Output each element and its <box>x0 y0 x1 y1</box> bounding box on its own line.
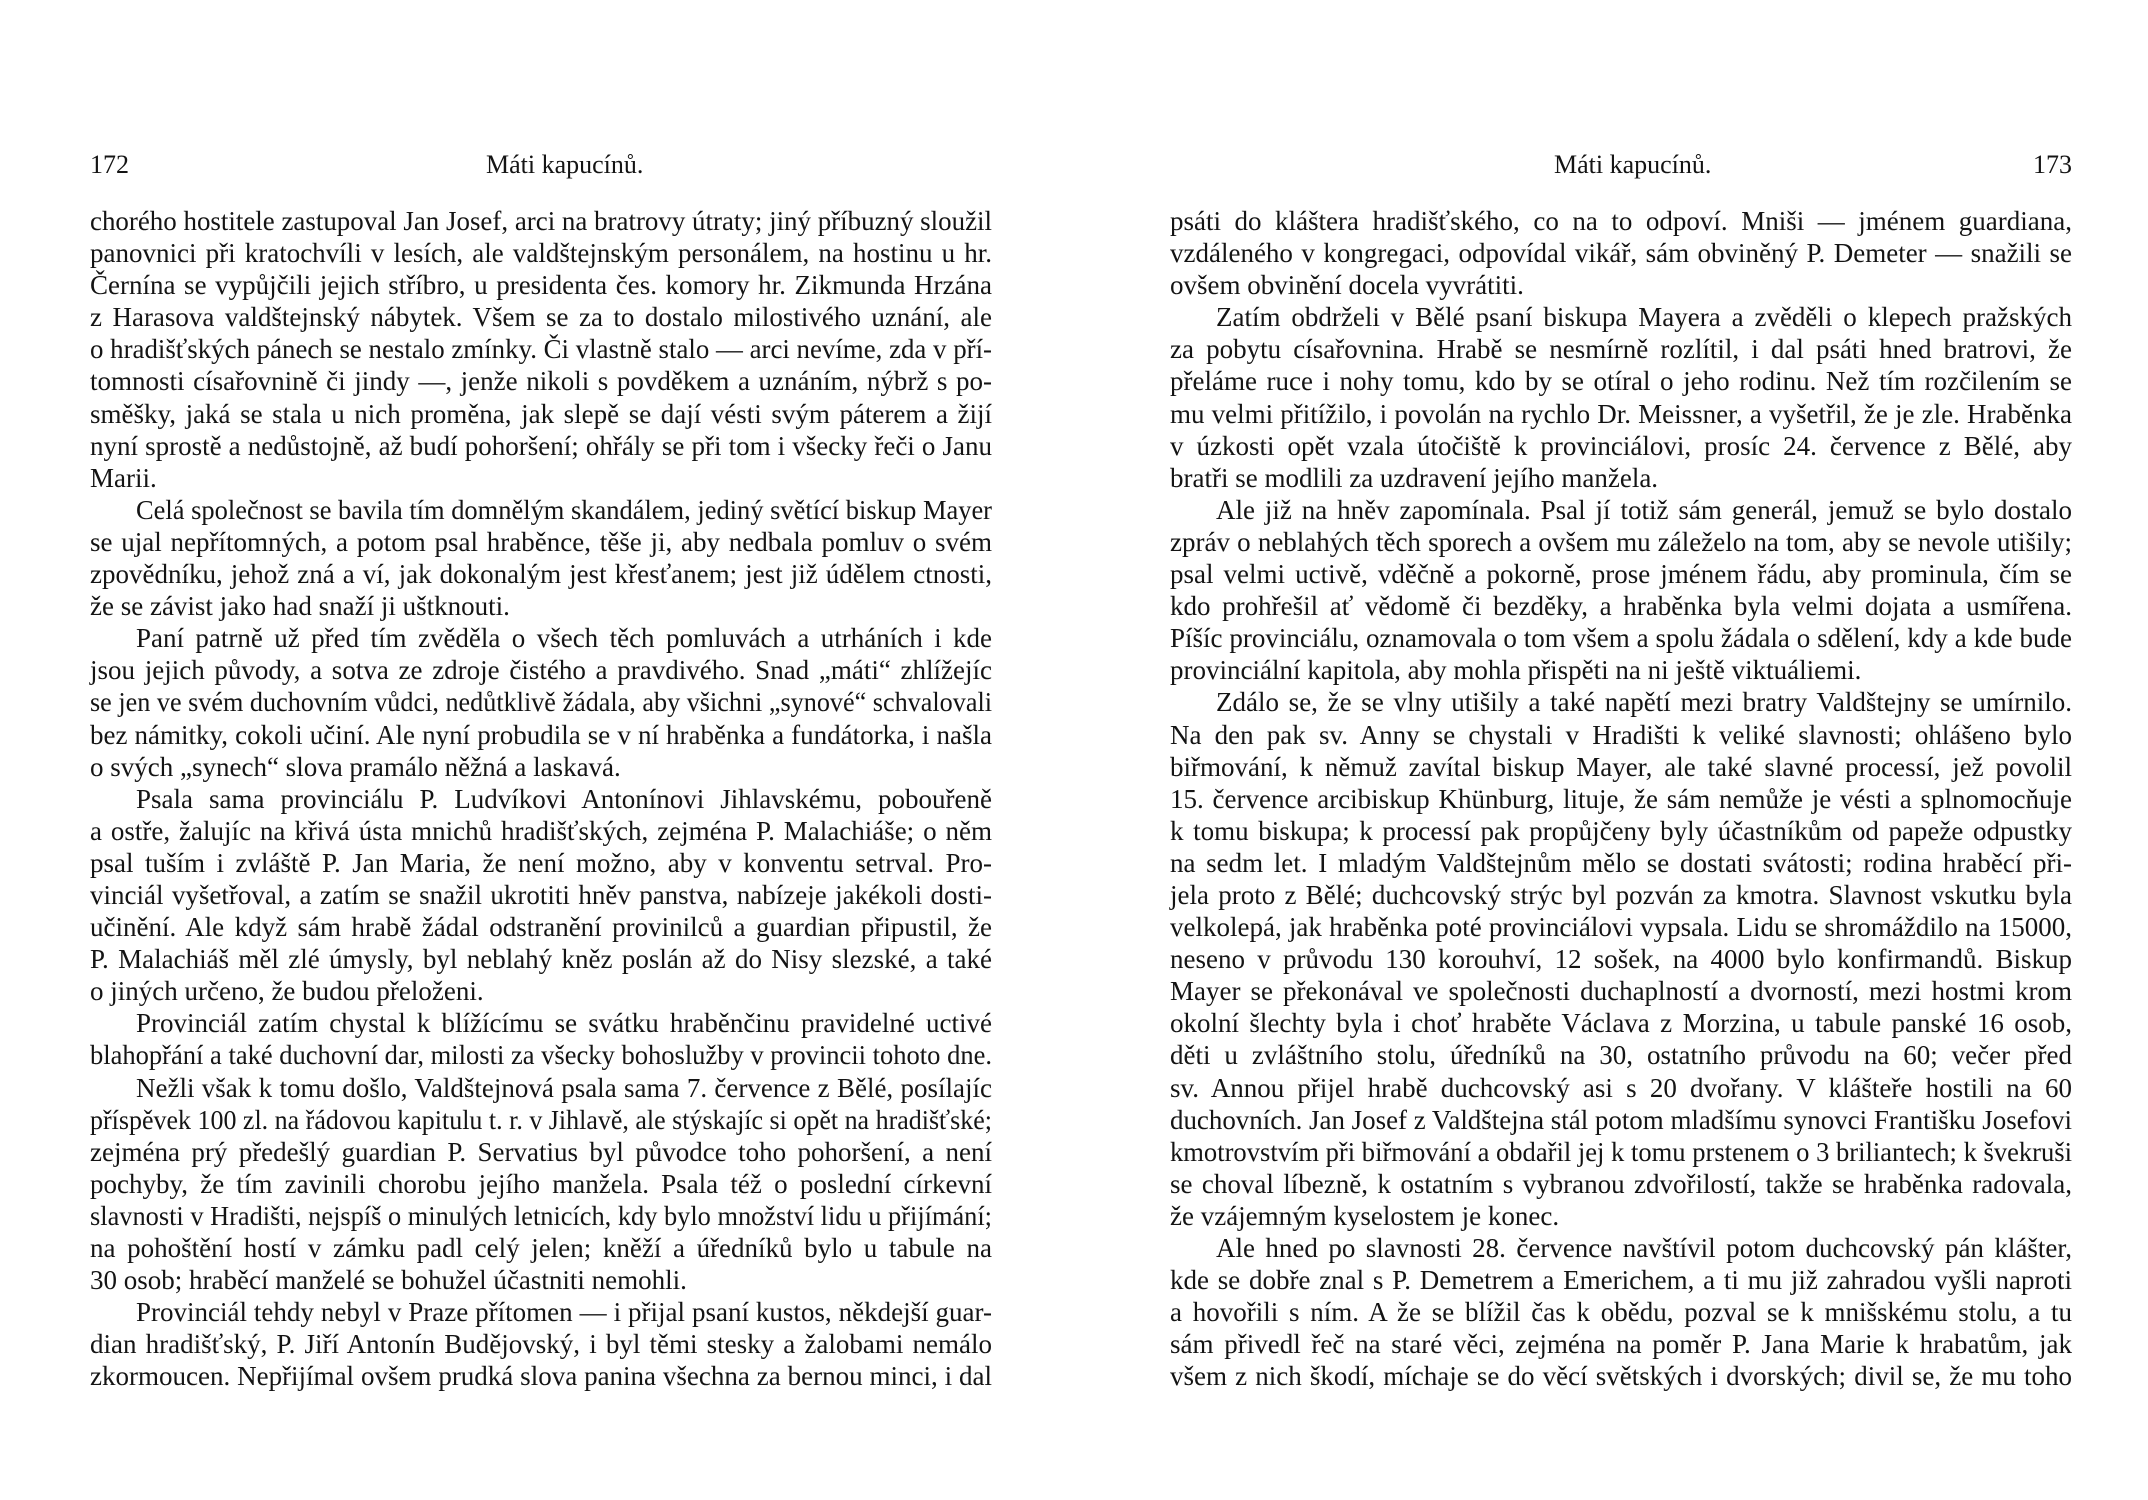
text-line-content: přeláme ruce i nohy tomu, kdo by se otíral o jeho rodinu. Než tím rozčilením se <box>1170 366 2072 397</box>
text-line-content: Mayer se překonával ve společnosti duchaplností a dvorností, mezi hostmi krom <box>1170 976 2072 1007</box>
text-line-content: biřmování, k němuž zavítal biskup Mayer, ale také slavné processí, jež povolil <box>1170 751 2072 782</box>
text-line-content: sv. Annou přijel hrabě duchcovský asi s 20 dvořany. V klášteře hostili na 60 <box>1170 1072 2072 1103</box>
paragraph <box>1170 494 2072 687</box>
left-page <box>90 0 992 1500</box>
text-line-content: Zatím obdrželi v Bělé psaní biskupa Mayera a zvěděli o klepech pražských <box>1216 302 2072 333</box>
text-line-content: a ostře, žalujíc na křivá ústa mnichů hradišťských, zejména P. Malachiáše; o něm <box>90 815 992 846</box>
text-line <box>1170 1104 2072 1136</box>
text-line-content: psáti do kláštera hradišťského, co na to odpoví. Mniši — jménem guardiana, <box>1170 206 2072 236</box>
text-line-content: Ale hned po slavnosti 28. července navštívil potom duchcovský pán klášter, <box>1216 1233 2072 1263</box>
text-line-content: a hovořili s ním. A že se blížil čas k obědu, pozval se k mnišskému stolu, a tu <box>1170 1297 2072 1328</box>
paragraph <box>1170 301 2072 494</box>
right-page <box>1170 0 2072 1500</box>
text-line <box>1170 1072 2072 1104</box>
text-line-content: psal tuším i zvláště P. Jan Maria, že není možno, aby v konventu setrval. Pro- <box>90 847 992 878</box>
text-line <box>90 1168 992 1200</box>
text-line-content: jela proto z Bělé; duchcovský strýc byl pozván za kmotra. Slavnost vskutku byla <box>1170 879 2072 910</box>
text-line <box>1170 943 2072 975</box>
text-line <box>1170 975 2072 1007</box>
text-line <box>90 686 992 718</box>
text-line <box>90 237 992 269</box>
text-line <box>90 1264 992 1296</box>
text-line-content: za pobytu císařovnina. Hrabě se nesmírně rozlítil, i dal psáti hned bratrovi, že <box>1170 334 2072 365</box>
text-line <box>90 911 992 943</box>
page-header <box>90 148 992 182</box>
text-line-content: jsou jejich původy, a sotva ze zdroje čistého a pravdivého. Snad „máti“ zhlížejíc <box>90 655 992 686</box>
paragraph <box>90 494 992 622</box>
text-line <box>1170 1232 2072 1264</box>
text-line <box>1170 847 2072 879</box>
text-line <box>1170 558 2072 590</box>
text-line-content: chorého hostitele zastupoval Jan Josef, arci na bratrovy útraty; jiný příbuzný sloužil <box>90 206 992 236</box>
page-number: 173 <box>2033 150 2072 179</box>
text-line <box>1170 622 2072 654</box>
text-line <box>90 526 992 558</box>
page-header <box>1170 148 2072 182</box>
text-line-content: zpovědníku, jehož zná a ví, jak dokonalým jest křesťanem; jest již údělem ctnosti, <box>90 559 992 590</box>
page-number: 172 <box>90 150 129 179</box>
text-line-content: Provinciál zatím chystal k blížícímu se svátku hraběnčinu pravidelné uctivé <box>136 1008 992 1039</box>
running-head: Máti kapucínů. <box>486 150 644 179</box>
text-line <box>90 815 992 847</box>
text-line <box>90 751 992 783</box>
text-line <box>1170 398 2072 430</box>
text-line-content: o hradišťských pánech se nestalo zmínky. Či vlastně stalo — arci nevíme, zda v pří- <box>90 334 992 365</box>
text-line <box>90 1104 992 1136</box>
text-line <box>90 398 992 430</box>
text-line <box>90 590 992 622</box>
text-line-content: mu velmi přitížilo, i povolán na rychlo Dr. Meissner, a vyšetřil, že je zle. Hraběnka <box>1170 398 2072 429</box>
text-line-content: příspěvek 100 zl. na řádovou kapitulu t. r. v Jihlavě, ale stýskajíc si opět na hradišťské; <box>90 1104 992 1135</box>
text-line-content: že vzájemným kyselostem je konec. <box>1170 1200 1560 1231</box>
text-line <box>1170 1264 2072 1296</box>
text-line-content: bez námitky, cokoli učiní. Ale nyní probudila se v ní hraběnka a fundátorka, i našla <box>90 719 992 750</box>
running-head: Máti kapucínů. <box>1554 150 1712 179</box>
text-line <box>1170 1136 2072 1168</box>
text-line-content: tomnosti císařovnině či jindy —, jenže nikoli s povděkem a uznáním, nýbrž s po- <box>90 366 992 397</box>
text-line <box>90 301 992 333</box>
text-line <box>1170 1200 2072 1232</box>
paragraph <box>90 1072 992 1297</box>
text-line <box>90 1200 992 1232</box>
text-line-content: Černína se vypůjčili jejich stříbro, u presidenta čes. komory hr. Zikmunda Hrzána <box>90 270 992 301</box>
text-line <box>90 1136 992 1168</box>
text-line-content: Provinciál tehdy nebyl v Praze přítomen — i přijal psaní kustos, někdejší guar- <box>136 1297 992 1328</box>
text-line-content: okolní šlechty byla i choť hraběte Václava z Morzina, u tabule panské 16 osob, <box>1170 1008 2072 1039</box>
text-line-content: provinciální kapitola, aby mohla přispěti na ni ještě viktuáliemi. <box>1170 655 1862 686</box>
text-line-content: Paní patrně už před tím zvěděla o všech těch pomluvách a utrháních i kde <box>136 623 992 654</box>
text-line <box>90 494 992 526</box>
text-line <box>1170 269 2072 301</box>
text-line <box>1170 911 2072 943</box>
text-line-content: na sedm let. I mladým Valdštejnům mělo se dostati svátosti; rodina hraběcí při- <box>1170 847 2072 878</box>
text-line-content: učinění. Ale když sám hrabě žádal odstranění provinilců a guardian připustil, že <box>90 912 992 943</box>
text-line-content: zkormoucen. Nepřijímal ovšem prudká slova panina všechna za bernou minci, i dal <box>90 1361 992 1392</box>
text-line-content: všem z nich škodí, míchaje se do věcí světských i dvorských; divil se, že mu toho <box>1170 1361 2072 1392</box>
text-line-content: panovnici při kratochvíli v lesích, ale valdštejnským personálem, na hostinu u hr. <box>90 238 992 269</box>
text-line-content: Marii. <box>90 462 157 493</box>
text-line <box>90 975 992 1007</box>
text-line-content: dian hradišťský, P. Jiří Antonín Budějovský, i byl těmi stesky a žalobami nemálo <box>90 1329 992 1360</box>
text-line-content: kde se dobře znal s P. Demetrem a Emerichem, a ti mu již zahradou vyšli naproti <box>1170 1265 2072 1296</box>
text-line-content: Zdálo se, že se vlny utišily a také napětí mezi bratry Valdštejny se umírnilo. <box>1216 687 2072 718</box>
text-line-content: 15. července arcibiskup Khünburg, lituje, že sám nemůže je vésti a splnomocňuje <box>1170 783 2072 814</box>
text-line-content: pochyby, že tím zavinili chorobu jejího manžela. Psala též o poslední církevní <box>90 1168 992 1199</box>
text-line-content: směšky, jaká se stala u nich proměna, jak slepě se dají vésti svým páterem a žijí <box>90 398 992 429</box>
text-line-content: o svých „synech“ slova pramálo něžná a laskavá. <box>90 751 621 782</box>
text-line-content: Celá společnost se bavila tím domnělým skandálem, jediný světící biskup Mayer <box>136 494 992 525</box>
paragraph <box>90 1007 992 1071</box>
text-line <box>1170 1328 2072 1360</box>
paragraph <box>1170 686 2072 1232</box>
text-line <box>1170 237 2072 269</box>
text-line <box>1170 301 2072 333</box>
text-line <box>1170 751 2072 783</box>
text-line <box>90 1007 992 1039</box>
text-line-content: kmotrovstvím při biřmování a obdařil jej k tomu prstenem o 3 briliantech; k švekruši <box>1170 1136 2072 1167</box>
text-line-content: že se závist jako had snaží ji uštknouti. <box>90 591 510 622</box>
text-line-content: děti u zvláštního stolu, úředníků na 30, ostatního průvodu na 60; večer před <box>1170 1040 2072 1071</box>
text-line-content: ovšem obvinění docela vyvrátiti. <box>1170 270 1524 301</box>
page-body <box>1170 205 2072 1392</box>
text-line <box>90 205 992 237</box>
text-line-content: nyní sprostě a nedůstojně, až budí pohoršení; ohřály se při tom i všecky řeči o Janu <box>90 430 992 461</box>
text-line <box>1170 365 2072 397</box>
text-line <box>90 654 992 686</box>
text-line <box>1170 654 2072 686</box>
text-line <box>90 1328 992 1360</box>
text-line-content: velkolepá, jak hraběnka poté provinciálovi vypsala. Lidu se shromáždilo na 15000, <box>1170 912 2072 943</box>
text-line <box>90 719 992 751</box>
text-line-content: Píšíc provinciálu, oznamovala o tom všem a spolu žádala o sdělení, kdy a kde bude <box>1170 623 2072 654</box>
text-line <box>90 1360 992 1392</box>
text-line-content: kdo prohřešil ať vědomě či bezděky, a hraběnka byla velmi dojata a usmířena. <box>1170 591 2072 622</box>
paragraph <box>90 205 992 494</box>
text-line <box>90 1039 992 1071</box>
text-line-content: k tomu biskupa; k processí pak propůjčeny byly účastníkům od papeže odpustky <box>1170 815 2072 846</box>
text-line-content: o jiných určeno, že budou přeloženi. <box>90 976 484 1007</box>
text-line <box>90 1296 992 1328</box>
text-line <box>1170 1007 2072 1039</box>
text-line-content: sám přivedl řeč na staré věci, zejména na poměr P. Jana Marie k hrabatům, jak <box>1170 1329 2072 1360</box>
text-line-content: se choval líbezně, k ostatním s vybranou zdvořilostí, takže se hraběnka radovala, <box>1170 1168 2072 1199</box>
text-line <box>1170 205 2072 237</box>
text-line-content: slavnosti v Hradišti, nejspíš o minulých letnicích, kdy bylo množství lidu u přijímání; <box>90 1200 992 1231</box>
text-line-content: Na den pak sv. Anny se chystali v Hradišti k veliké slavnosti; ohlášeno bylo <box>1170 719 2072 750</box>
text-line <box>90 365 992 397</box>
text-line <box>1170 462 2072 494</box>
text-line-content: z Harasova valdštejnský nábytek. Všem se za to dostalo milostivého uznání, ale <box>90 302 992 333</box>
text-line-content: vzdáleného v kongregaci, odpovídal vikář, sám obviněný P. Demeter — snažili se <box>1170 238 2072 269</box>
text-line <box>90 333 992 365</box>
page-body <box>90 205 992 1392</box>
text-line <box>1170 1168 2072 1200</box>
paragraph <box>1170 205 2072 301</box>
text-line <box>90 847 992 879</box>
paragraph <box>90 622 992 782</box>
text-line <box>1170 430 2072 462</box>
text-line <box>1170 333 2072 365</box>
text-line-content: se ujal nepřítomných, a potom psal hraběnce, těše ji, aby nedbala pomluv o svém <box>90 526 992 557</box>
text-line <box>90 462 992 494</box>
paragraph <box>1170 1232 2072 1392</box>
text-line <box>1170 1296 2072 1328</box>
text-line-content: duchovních. Jan Josef z Valdštejna stál potom mladšímu synovci Františku Josefovi <box>1170 1104 2072 1135</box>
paragraph <box>90 783 992 1008</box>
text-line-content: P. Malachiáš měl zlé úmysly, byl neblahý kněz poslán až do Nisy slezské, a také <box>90 944 992 975</box>
text-line-content: Nežli však k tomu došlo, Valdštejnová psala sama 7. července z Bělé, posílajíc <box>136 1072 992 1103</box>
text-line-content: na pohoštění hostí v zámku padl celý jelen; kněží a úředníků bylo u tabule na <box>90 1233 992 1263</box>
text-line-content: Psala sama provinciálu P. Ludvíkovi Antonínovi Jihlavskému, pobouřeně <box>136 783 992 814</box>
paragraph <box>90 1296 992 1392</box>
text-line <box>90 430 992 462</box>
text-line <box>1170 686 2072 718</box>
text-line-content: blahopřání a také duchovní dar, milosti za všecky bohoslužby v provincii tohoto dne. <box>90 1040 992 1071</box>
text-line <box>90 1072 992 1104</box>
text-line <box>90 622 992 654</box>
text-line <box>90 558 992 590</box>
text-line <box>1170 879 2072 911</box>
text-line <box>90 879 992 911</box>
text-line <box>1170 1360 2072 1392</box>
text-line-content: zpráv o neblahých těch sporech a ovšem mu záleželo na tom, aby se nevole utišily; <box>1170 526 2072 557</box>
text-line-content: psal velmi uctivě, vděčně a pokorně, prose jménem řádu, aby prominula, čím se <box>1170 559 2072 590</box>
text-line <box>1170 815 2072 847</box>
text-line-content: se jen ve svém duchovním vůdci, nedůtklivě žádala, aby všichni „synové“ schvalovali <box>90 687 992 718</box>
text-line <box>90 943 992 975</box>
text-line <box>1170 590 2072 622</box>
text-line-content: vinciál vyšetřoval, a zatím se snažil ukrotiti hněv panstva, nabízeje jakékoli dosti- <box>90 879 992 910</box>
text-line <box>1170 526 2072 558</box>
text-line <box>90 1232 992 1264</box>
text-line-content: v úzkosti opět vzala útočiště k provinciálovi, prosíc 24. července z Bělé, aby <box>1170 430 2072 461</box>
text-line <box>1170 719 2072 751</box>
text-line-content: zejména prý předešlý guardian P. Servatius byl původce toho pohoršení, a není <box>90 1136 992 1167</box>
text-line <box>1170 1039 2072 1071</box>
text-line <box>90 269 992 301</box>
text-line-content: Ale již na hněv zapomínala. Psal jí totiž sám generál, jemuž se bylo dostalo <box>1216 494 2072 525</box>
text-line <box>1170 494 2072 526</box>
text-line-content: neseno v průvodu 130 korouhví, 12 sošek, na 4000 bylo konfirmandů. Biskup <box>1170 944 2072 975</box>
text-line <box>90 783 992 815</box>
text-line <box>1170 783 2072 815</box>
text-line-content: bratři se modlili za uzdravení jejího manžela. <box>1170 462 1659 493</box>
text-line-content: 30 osob; hraběcí manželé se bohužel účastniti nemohli. <box>90 1265 687 1296</box>
